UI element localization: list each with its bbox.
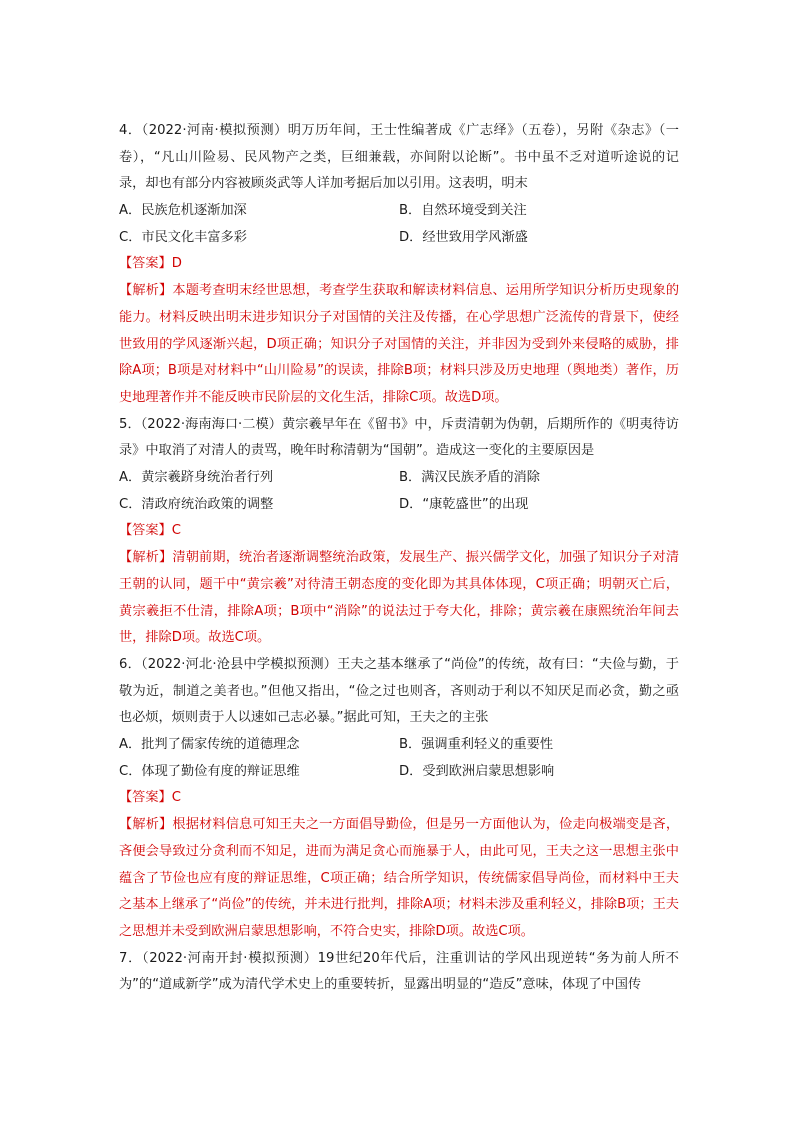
answer-value: C (171, 523, 181, 539)
question-4-analysis (119, 278, 679, 412)
question-4-options-row-2 (119, 225, 679, 252)
analysis-tag: 【解析】 (119, 550, 173, 566)
analysis-tag: 【解析】 (119, 817, 173, 833)
question-6-options-row-1 (119, 732, 679, 759)
analysis-text: 根据材料信息可知王夫之一方面倡导勤俭，但是另一方面他认为，俭走向极端变是吝，吝便会导致过分贪利而不知足，进而为满足贪心而施暴于人，由此可见，王夫之这一思想主张中蕴含了节俭也应有度的辩证思维，C项正确；结合所学知识，传统儒家倡导尚俭，而材料中王夫之基本上继承了“尚俭”的传统，并未进行批判，排除A项；材料未涉及重利轻义，排除B项；王夫之思想并未受到欧洲启蒙思想影响，不符合史实，排除D项。故选C项。 (119, 817, 680, 939)
question-6-option-a: A．批判了儒家传统的道德理念 (119, 737, 300, 753)
question-6-stem: 6．（2022·河北·沧县中学模拟预测）王夫之基本继承了“尚俭”的传统，故有曰：“夫俭与勤，于敬为近，制道之美者也。”但他又指出，“俭之过也则吝，吝则动于利以不知厌足而必贪，勤之亟也必烦，烦则责于人以速如己志必暴。”据此可知，王夫之的主张 (119, 657, 679, 726)
question-5-options-row-1 (119, 465, 679, 492)
question-4-option-a: A．民族危机逐渐加深 (119, 203, 247, 219)
question-5-options-row-2 (119, 492, 679, 519)
question-4-stem: 4．（2022·河南·模拟预测）明万历年间，王士性编著成《广志绎》（五卷），另附《杂志》（一卷），“凡山川险易、民风物产之类，巨细兼载，亦间附以论断”。书中虽不乏对道听途说的记录，却也有部分内容被顾炎武等人详加考据后加以引用。这表明，明末 (119, 123, 679, 192)
question-6-analysis (119, 812, 679, 946)
answer-tag: 【答案】 (119, 523, 172, 539)
question-5-option-b: B．满汉民族矛盾的消除 (399, 470, 540, 486)
question-4-option-b: B．自然环境受到关注 (399, 203, 527, 219)
analysis-tag: 【解析】 (119, 283, 173, 299)
answer-tag: 【答案】 (119, 790, 172, 806)
question-4-answer (119, 251, 679, 278)
document-content (119, 118, 679, 999)
question-6-answer (119, 785, 679, 812)
analysis-text: 本题考查明末经世思想，考查学生获取和解读材料信息、运用所学知识分析历史现象的能力。材料反映出明末进步知识分子对国情的关注及传播，在心学思想广泛流传的背景下，使经世致用的学风逐渐兴起，D项正确；知识分子对国情的关注，并非因为受到外来侵略的威胁，排除A项；B项是对材料中“山川险易”的误读，排除B项；材料只涉及历史地理（舆地类）著作，历史地理著作并不能反映市民阶层的文化生活，排除C项。故选D项。 (119, 283, 680, 405)
question-6-option-b: B．强调重利轻义的重要性 (399, 737, 554, 753)
answer-value: D (171, 256, 182, 272)
question-5-stem: 5．（2022·海南海口·二模）黄宗羲早年在《留书》中，斥责清朝为伪朝，后期所作的《明夷待访录》中取消了对清人的责骂，晚年时称清朝为“国朝”。造成这一变化的主要原因是 (119, 416, 679, 459)
answer-value: C (171, 790, 181, 806)
question-5-analysis (119, 545, 679, 652)
question-5-option-c: C．清政府统治政策的调整 (119, 496, 274, 512)
question-7-stem: 7．（2022·河南开封·模拟预测）19世纪20年代后，注重训诂的学风出现逆转“务为前人所不为”的“道咸新学”成为清代学术史上的重要转折，显露出明显的“造反”意味，体现了中国传 (119, 950, 679, 993)
question-4-options-row-1 (119, 198, 679, 225)
question-4-option-d: D．经世致用学风渐盛 (399, 229, 528, 245)
question-6-option-c: C．体现了勤俭有度的辩证思维 (119, 763, 300, 779)
question-4-option-c: C．市民文化丰富多彩 (119, 229, 247, 245)
question-5-option-a: A．黄宗羲跻身统治者行列 (119, 470, 274, 486)
question-6-options-row-2 (119, 759, 679, 786)
question-6-option-d: D．受到欧洲启蒙思想影响 (399, 763, 555, 779)
answer-tag: 【答案】 (119, 256, 172, 272)
question-5-answer (119, 518, 679, 545)
analysis-text: 清朝前期，统治者逐渐调整统治政策，发展生产、振兴儒学文化，加强了知识分子对清王朝的认同，题干中“黄宗羲”对待清王朝态度的变化即为其具体体现，C项正确；明朝灭亡后，黄宗羲拒不仕清，排除A项；B项中“消除”的说法过于夸大化，排除；黄宗羲在康熙统治年间去世，排除D项。故选C项。 (119, 550, 680, 646)
question-5-option-d: D．“康乾盛世”的出现 (399, 496, 529, 512)
